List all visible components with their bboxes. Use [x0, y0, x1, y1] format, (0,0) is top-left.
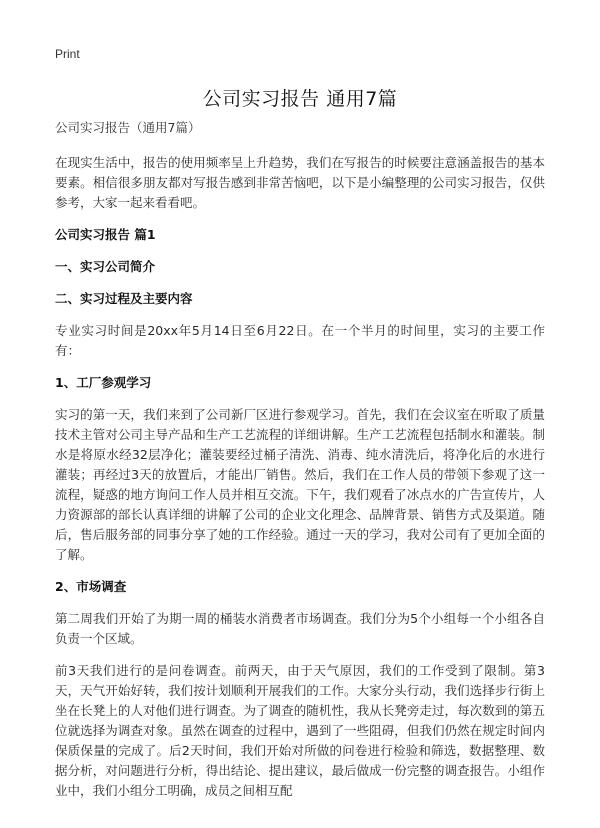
- page-title: 公司实习报告 通用7篇: [202, 88, 398, 110]
- document-body: [55, 118, 545, 813]
- section-title: 公司实习报告 篇1: [55, 227, 156, 242]
- document-subtitle: 公司实习报告（通用7篇）: [55, 120, 201, 135]
- intro-paragraph: 在现实生活中，报告的使用频率呈上升趋势，我们在写报告的时候要注意涵盖报告的基本要素。相信很多朋友都对写报告感到非常苦恼吧，以下是小编整理的公司实习报告，仅供参考，大家一起来看看吧。: [55, 155, 545, 210]
- print-label[interactable]: Print: [55, 47, 80, 61]
- heading-company-intro: 一、实习公司简介: [55, 259, 156, 274]
- market-paragraph-2: 前3天我们进行的是问卷调查。前两天，由于天气原因，我们的工作受到了限制。第3天，天气开始好转，我们按计划顺利开展我们的工作。大家分头行动，我们选择步行街上坐在长凳上的人对他们进行调查。为了调查的随机性，我从长凳旁走过，每次数到的第五位就选择为调查对象。虽然在调查的过程中，遇到了一些阻碍，但我们仍然在规定时间内保质保量的完成了。后2天时间，我们开始对所做的问卷进行检验和筛选，数据整理、数据分析，对问题进行分析，得出结论、提出建议，最后做成一份完整的调查报告。小组作业中，我们小组分工明确，成员之间相互配: [55, 663, 545, 798]
- process-paragraph: 专业实习时间是20xx年5月14日至6月22日。在一个半月的时间里，实习的主要工作有：: [55, 323, 545, 358]
- heading-factory-visit: 1、工厂参观学习: [55, 375, 152, 390]
- factory-paragraph: 实习的第一天，我们来到了公司新厂区进行参观学习。首先，我们在会议室在听取了质量技术主管对公司主导产品和生产工艺流程的详细讲解。生产工艺流程包括制水和灌装。制水是将原水经32层净化；灌装要经过桶子清洗、消毒、纯水清洗后，将净化后的水进行灌装；再经过3天的放置后，才能出厂销售。然后，我们在工作人员的带领下参观了这一流程，疑惑的地方询问工作人员并相互交流。下午，我们观看了冰点水的广告宣传片，人力资源部的部长认真详细的讲解了公司的企业文化理念、品牌背景、销售方式及渠道。随后，售后服务部的同事分享了她的工作经验。通过一天的学习，我对公司有了更加全面的了解。: [55, 407, 545, 562]
- market-paragraph-1: 第二周我们开始了为期一周的桶装水消费者市场调查。我们分为5个小组每一个小组各自负责一个区域。: [55, 611, 545, 646]
- heading-process: 二、实习过程及主要内容: [55, 291, 193, 306]
- heading-market-survey: 2、市场调查: [55, 579, 127, 594]
